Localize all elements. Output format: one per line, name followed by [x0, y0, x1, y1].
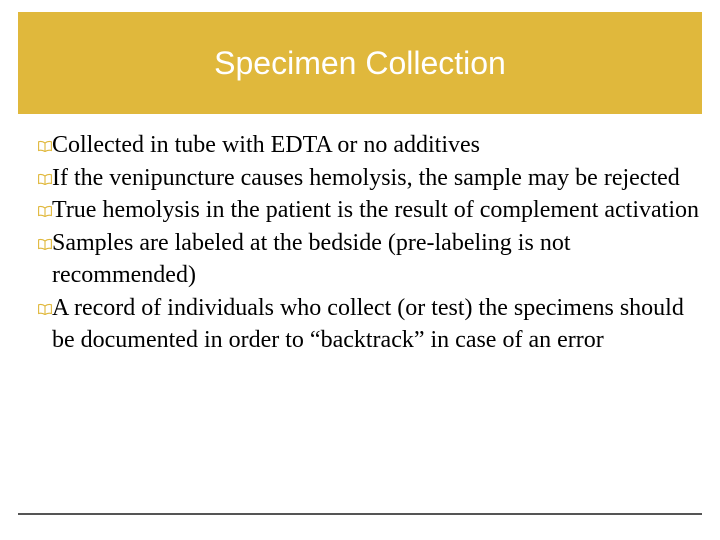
bullet-text: Collected in tube with EDTA or no additives — [52, 132, 481, 158]
bullet-item — [30, 162, 706, 195]
open-book-icon — [38, 205, 52, 217]
bullet-item — [30, 227, 706, 292]
bullet-text: True hemolysis in the patient is the result of complement activation — [52, 197, 699, 223]
open-book-icon — [38, 303, 52, 315]
slide-title: Specimen Collection — [214, 44, 506, 81]
bullet-text: If the venipuncture causes hemolysis, the sample may be rejected — [52, 164, 680, 191]
bullet-item — [30, 194, 706, 227]
bullet-text: A record of individuals who collect (or test) the specimens should be documented in order to “backtrack” in case of an error — [52, 294, 684, 353]
bullet-item — [30, 292, 706, 357]
bullet-text: Samples are labeled at the bedside (pre-labeling is not recommended) — [52, 229, 571, 288]
open-book-icon — [38, 173, 52, 185]
bottom-divider — [18, 513, 702, 515]
title-bar — [18, 12, 702, 114]
open-book-icon — [38, 140, 52, 152]
bullet-item — [30, 129, 706, 162]
open-book-icon — [38, 238, 52, 250]
bullet-list — [30, 129, 706, 357]
